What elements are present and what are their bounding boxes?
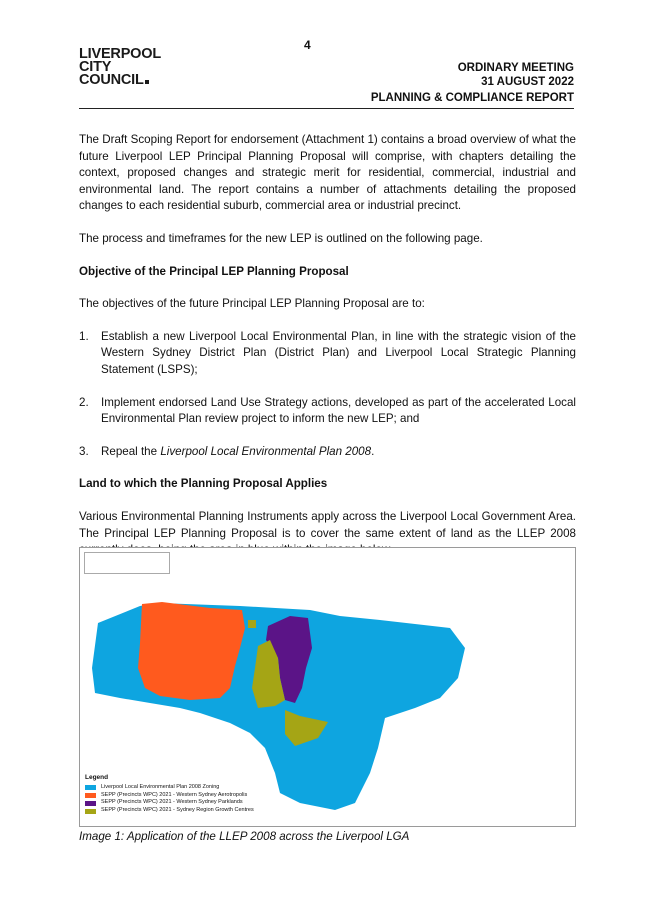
heading-objective: Objective of the Principal LEP Planning Proposal [79,264,349,278]
legend-swatch [85,801,96,806]
image-caption: Image 1: Application of the LLEP 2008 across the Liverpool LGA [79,830,410,843]
list-item: 2. Implement endorsed Land Use Strategy actions, developed as part of the accelerated Local Environmental Plan review project to inform the new LEP; and [79,395,576,426]
objectives-list [79,329,576,461]
legend-item: Liverpool Local Environmental Plan 2008 Zoning [85,784,254,792]
paragraph-objectives-intro: The objectives of the future Principal LEP Planning Proposal are to: [79,297,425,311]
paragraph-scoping-report: The Draft Scoping Report for endorsement (Attachment 1) contains a broad overview of what the future Liverpool LEP Principal Planning Proposal will comprise, with chapters detailing the context, proposed changes and strategic merit for residential, commercial, industrial and environmental land. The report contains a number of attachments detailing the proposed changes to each residential suburb, commercial area or industrial precinct. [79,133,576,213]
logo-line-2: CITY [79,59,112,75]
heading-land: Land to which the Planning Proposal Applies [79,477,328,491]
list-item: 1. Establish a new Liverpool Local Environmental Plan, in line with the strategic vision of the Western Sydney District Plan (District Plan) and Liverpool Local Strategic Planning Statement (LSPS); [79,329,576,376]
logo-line-3: COUNCIL [79,74,161,87]
map-region-growth-centres-north [248,620,256,628]
map-region-aerotropolis [138,602,245,700]
report-title: PLANNING & COMPLIANCE REPORT [370,92,574,104]
logo-line-1: LIVERPOOL [79,46,161,62]
meeting-info [458,61,574,89]
legend-item: SEPP (Precincts WPC) 2021 - Western Sydney Parklands [85,799,254,807]
council-logo [79,48,161,87]
header-divider [79,108,574,109]
meeting-type: ORDINARY MEETING [457,62,574,74]
legend-title: Legend [85,774,109,781]
page-number: 4 [304,38,311,52]
paragraph-land: Various Environmental Planning Instruments apply across the Liverpool Local Government Area. The Principal LEP Planning Proposal is to cover the same extent of land as the LLEP 2008 [79,509,576,540]
paragraph-process: The process and timeframes for the new LEP is outlined on the following page. [79,231,483,245]
legend-swatch [85,785,96,790]
legend-swatch [85,793,96,798]
map-legend [85,774,254,815]
legend-item: SEPP (Precincts WPC) 2021 - Sydney Region Growth Centres [85,807,254,815]
lga-map [79,547,576,827]
list-item: 3. Repeal the Liverpool Local Environmental Plan 2008. [79,444,375,458]
legend-item: SEPP (Precincts WPC) 2021 - Western Sydney Aerotropolis [85,792,254,800]
legend-swatch [85,809,96,814]
report-body [79,132,576,575]
meeting-date: 31 AUGUST 2022 [481,76,574,88]
